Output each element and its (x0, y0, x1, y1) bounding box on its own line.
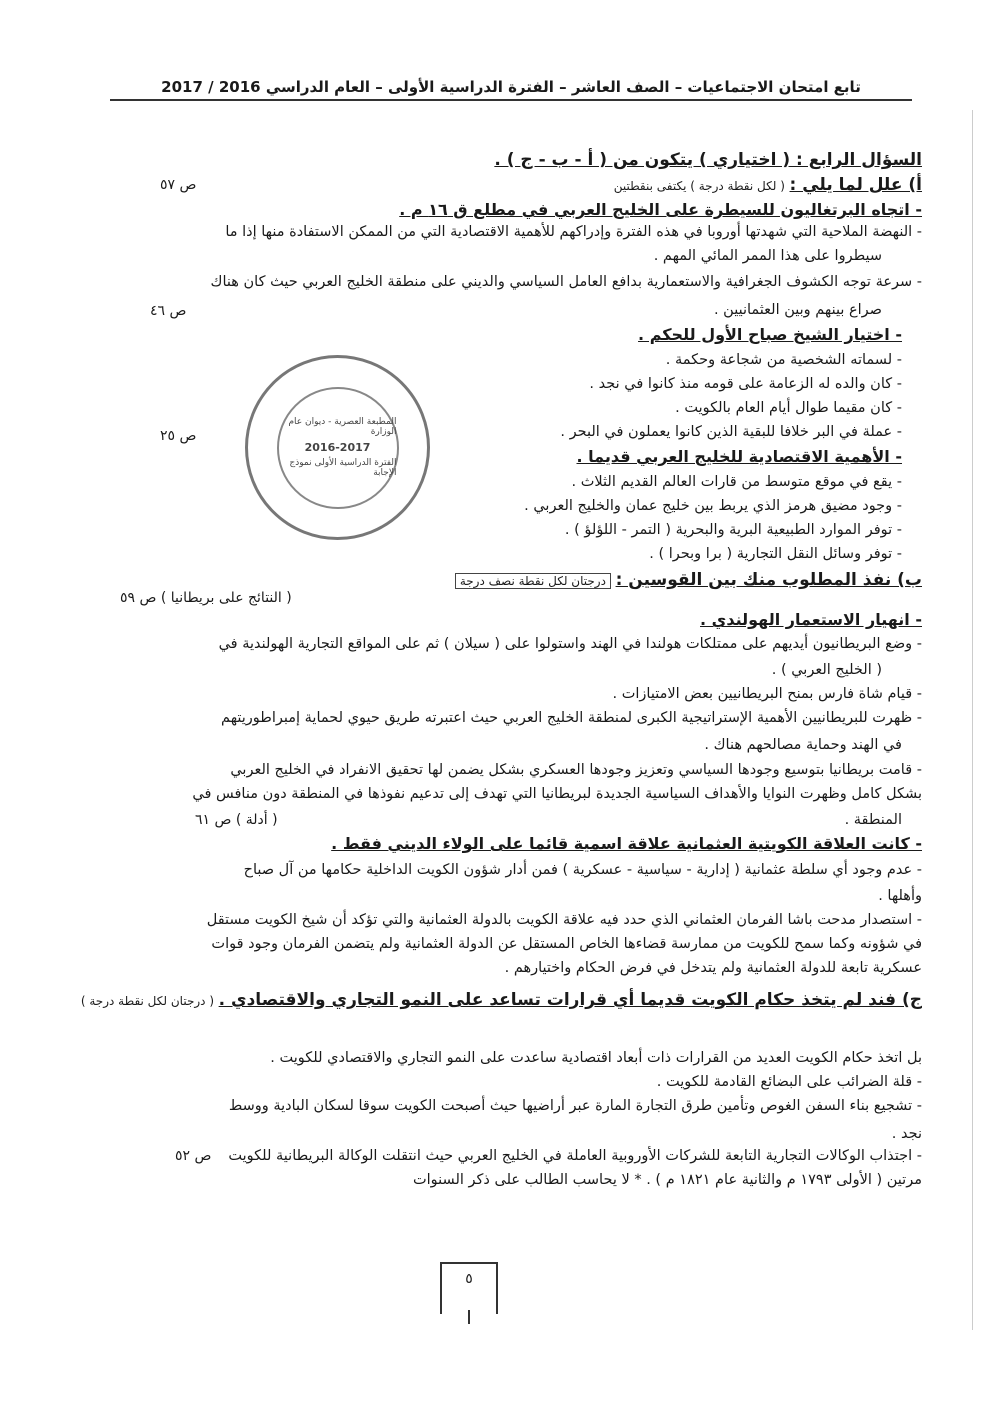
section-a-row (110, 175, 922, 196)
page-number-box (440, 1262, 498, 1314)
list-item: - لسماته الشخصية من شجاعة وحكمة . (665, 352, 902, 368)
list-item: - يقع في موقع متوسط من قارات العالم القديم الثلاث . (571, 474, 902, 490)
section-b-row (110, 570, 922, 591)
section-c-row (80, 990, 922, 1011)
list-item: - النهضة الملاحية التي شهدتها أوروبا في هذه الفترة وإدراكهم للأهمية الاقتصادية التي من الممكن الاستفادة منها إذا ما (225, 224, 922, 240)
question-title: السؤال الرابع : ( اختياري ) يتكون من ( أ - ب - ج ) . (494, 150, 922, 170)
list-item: - عدم وجود أي سلطة عثمانية ( إدارية - سياسية - عسكرية ) فمن أدار شؤون الكويت الداخلية حكامها من آل صباح (243, 862, 922, 878)
list-item: نجد . (891, 1126, 922, 1142)
list-item: - توفر وسائل النقل التجارية ( برا وبحرا ) . (649, 546, 902, 562)
list-item: - اتجاه البرتغاليون للسيطرة على الخليج العربي في مطلع ق ١٦ م . (399, 200, 922, 219)
section-b-note: درجتان لكل نقطة نصف درجة (455, 573, 611, 589)
stamp-text-bottom: الفترة الدراسية الأولى نموذج الإجابة (289, 458, 397, 478)
section-c-label: ج) فند لم يتخذ حكام الكويت قديما أي قرارات تساعد على النمو التجاري والاقتصادي . (218, 990, 922, 1010)
list-item: بل اتخذ حكام الكويت العديد من القرارات ذات أبعاد اقتصادية ساعدت على النمو التجاري والاقتصادي للكويت . (270, 1050, 922, 1066)
list-item: - ظهرت للبريطانيين الأهمية الإستراتيجية الكبرى لمنطقة الخليج العربي حيث اعتبرته طريق حيوي لحماية إمبراطوريتهم (221, 710, 922, 726)
list-item: في الهند وحماية مصالحهم هناك . (704, 737, 902, 753)
section-a-label: أ) علل لما يلي : (789, 175, 922, 195)
list-item: - قيام شاة فارس بمنح البريطانيين بعض الامتيازات . (612, 686, 922, 702)
list-item: - عملة في البر خلافا للبقية الذين كانوا يعملون في البحر . (560, 424, 902, 440)
evidence-ref: ( أدلة ) ص ٦١ (195, 812, 278, 828)
section-c-note: ( درجتان لكل نقطة درجة ) (80, 994, 215, 1008)
list-item: - قلة الضرائب على البضائع القادمة للكويت . (656, 1074, 922, 1090)
section-a-note: ( لكل نقطة درجة ) يكتفى بنقطتين (613, 179, 785, 193)
list-item: صراع بينهم وبين العثمانيين . (713, 302, 882, 318)
page-number: ٥ (465, 1271, 473, 1287)
list-item: المنطقة . (844, 812, 902, 828)
stamp-center (277, 387, 399, 509)
list-item: - انهيار الاستعمار الهولندي . (700, 610, 922, 629)
list-item: سيطروا على هذا الممر المائي المهم . (653, 248, 882, 264)
list-item: ( الخليج العربي ) . (771, 662, 882, 678)
list-item: - وجود مضيق هرمز الذي يربط بين خليج عمان والخليج العربي . (524, 498, 902, 514)
list-item: وأهلها . (878, 888, 922, 904)
list-item: - سرعة توجه الكشوف الجغرافية والاستعمارية بدافع العامل السياسي والديني على منطقة الخليج العربي حيث كان هناك (210, 274, 922, 290)
list-item: عسكرية تابعة للدولة العثمانية ولم يتدخل في فرض الحكام واختيارهم . (504, 960, 922, 976)
page-number-tick (468, 1310, 470, 1324)
scan-edge-line (972, 110, 973, 1330)
list-item: في شؤونه وكما سمح للكويت من ممارسة قضاءها الخاص المستقل عن الدولة العثمانية ولم يتضمن الفرمان وجود قوات (211, 936, 922, 952)
list-item: - وضع البريطانيون أيديهم على ممتلكات هولندا في الهند واستولوا على ( سيلان ) ثم على المواقع التجارية الهولندية في (218, 636, 922, 652)
stamp-years: 2016-2017 (304, 441, 371, 454)
list-item: - توفر الموارد الطبيعية البرية والبحرية ( التمر - اللؤلؤ ) . (564, 522, 902, 538)
list-item: - اجتذاب الوكالات التجارية التابعة للشركات الأوروبية العاملة في الخليج العربي حيث انتقلت الوكالة البريطانية للكويت (228, 1148, 922, 1164)
list-item: - كانت العلاقة الكويتية العثمانية علاقة اسمية قائما على الولاء الديني فقط . (331, 834, 922, 853)
list-item: - كان مقيما طوال أيام العام بالكويت . (675, 400, 902, 416)
list-item: - الأهمية الاقتصادية للخليج العربي قديما . (576, 447, 902, 466)
section-b-label: ب) نفذ المطلوب منك بين القوسين : (615, 570, 922, 590)
list-item: - استصدار مدحت باشا الفرمان العثماني الذي حدد فيه علاقة الكويت بالدولة العثمانية والتي تؤكد أن شيخ الكويت مستقل (206, 912, 922, 928)
stamp-text-top: المطبعة العصرية - ديوان عام الوزارة (288, 417, 397, 437)
page-ref-46: ص ٤٦ (150, 303, 187, 319)
list-item: مرتين ( الأولى ١٧٩٣ م والثانية عام ١٨٢١ م ) . * لا يحاسب الطالب على ذكر السنوات (412, 1172, 922, 1188)
section-b-task: ( النتائج على بريطانيا ) ص ٥٩ (120, 590, 292, 606)
page-header: تابع امتحان الاجتماعيات – الصف العاشر – الفترة الدراسية الأولى – العام الدراسي 2016 / 2017 (110, 78, 912, 101)
page-ref-52: ص ٥٢ (175, 1148, 212, 1164)
list-item: - تشجيع بناء السفن الغوص وتأمين طرق التجارة المارة عبر أراضيها حيث أصبحت الكويت سوقا لسكان البادية ووسط (228, 1098, 922, 1114)
list-item: - اختيار الشيخ صباح الأول للحكم . (638, 325, 902, 344)
official-stamp (245, 355, 430, 540)
page-ref-57: ص ٥٧ (160, 177, 197, 193)
list-item: بشكل كامل وظهرت النوايا والأهداف السياسية الجديدة لبريطانيا التي تهدف إلى تدعيم نفوذها في المنطقة دون منافس في (192, 786, 922, 802)
list-item: - قامت بريطانيا بتوسيع وجودها السياسي وتعزيز وجودها العسكري بشكل يضمن لها تحقيق الانفراد في الخليج العربي (230, 762, 922, 778)
page-ref-25: ص ٢٥ (160, 428, 197, 444)
list-item: - كان والده له الزعامة على قومه منذ كانوا في نجد . (589, 376, 902, 392)
